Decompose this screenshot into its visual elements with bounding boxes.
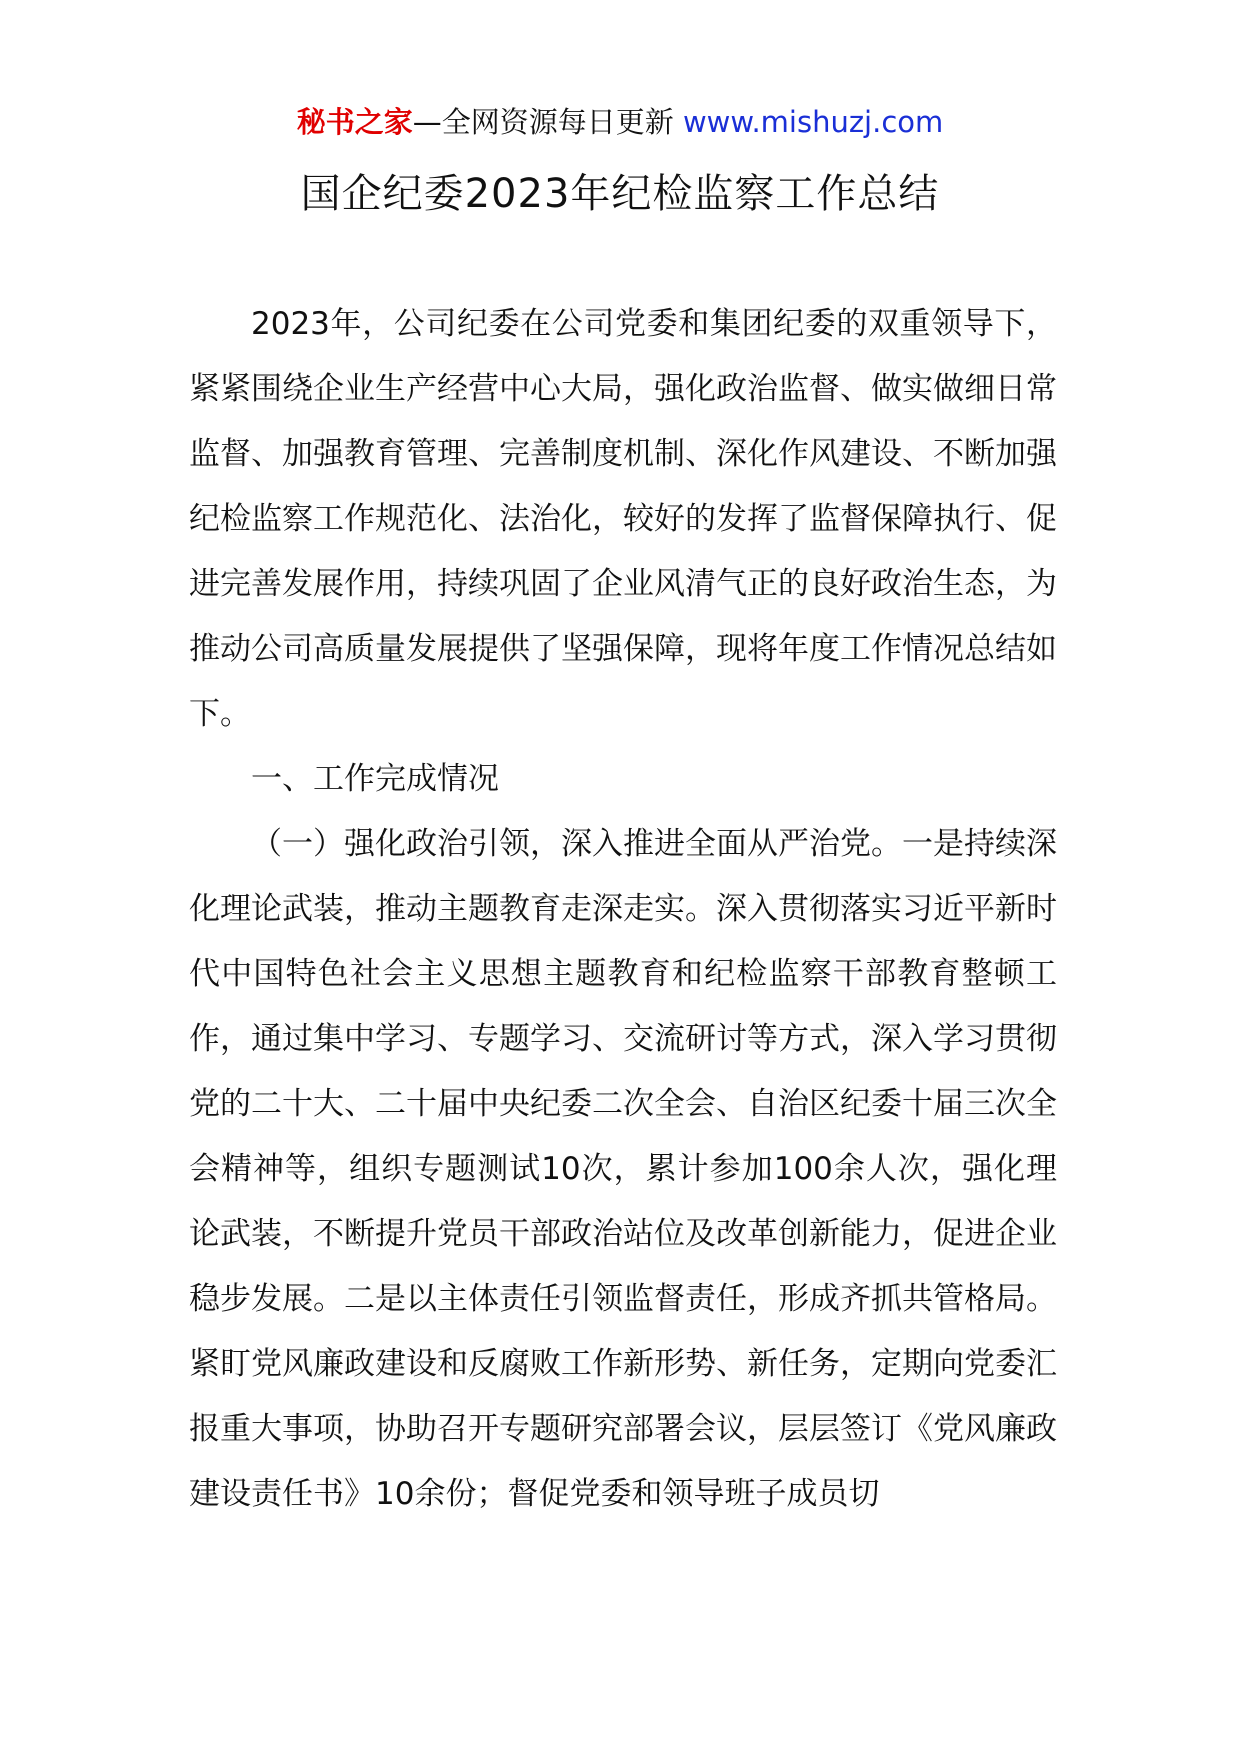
watermark-header — [0, 102, 1240, 142]
brand-name: 秘书之家 — [296, 105, 413, 139]
intro-paragraph: 2023年，公司纪委在公司党委和集团纪委的双重领导下，紧紧围绕企业生产经营中心大局，强化政治监督、做实做细日常监督、加强教育管理、完善制度机制、深化作风建设、不断加强纪检监察工作规范化、法治化，较好的发挥了监督保障执行、促进完善发展作用，持续巩固了企业风清气正的良好政治生态，为推动公司高质量发展提供了坚强保障，现将年度工作情况总结如下。 — [189, 306, 1057, 732]
document-body — [189, 292, 1057, 1527]
section-heading: 一、工作完成情况 — [251, 761, 499, 797]
header-slogan: —全网资源每日更新 — [412, 105, 683, 139]
body-paragraph: （一）强化政治引领，深入推进全面从严治党。一是持续深化理论武装，推动主题教育走深走实。深入贯彻落实习近平新时代中国特色社会主义思想主题教育和纪检监察干部教育整顿工作，通过集中学习、专题学习、交流研讨等方式，深入学习贯彻党的二十大、二十届中央纪委二次全会、自治区纪委十届三次全会精神等，组织专题测试10次，累计参加100余人次，强化理论武装，不断提升党员干部政治站位及改革创新能力，促进企业稳步发展。二是以主体责任引领监督责任，形成齐抓共管格局。紧盯党风廉政建设和反腐败工作新形势、新任务，定期向党委汇报重大事项，协助召开专题研究部署会议，层层签订《党风廉政建设责任书》10余份；督促党委和领导班子成员切 — [189, 826, 1057, 1512]
site-url: www.mishuzj.com — [682, 105, 944, 139]
document-title: 国企纪委2023年纪检监察工作总结 — [300, 171, 940, 217]
